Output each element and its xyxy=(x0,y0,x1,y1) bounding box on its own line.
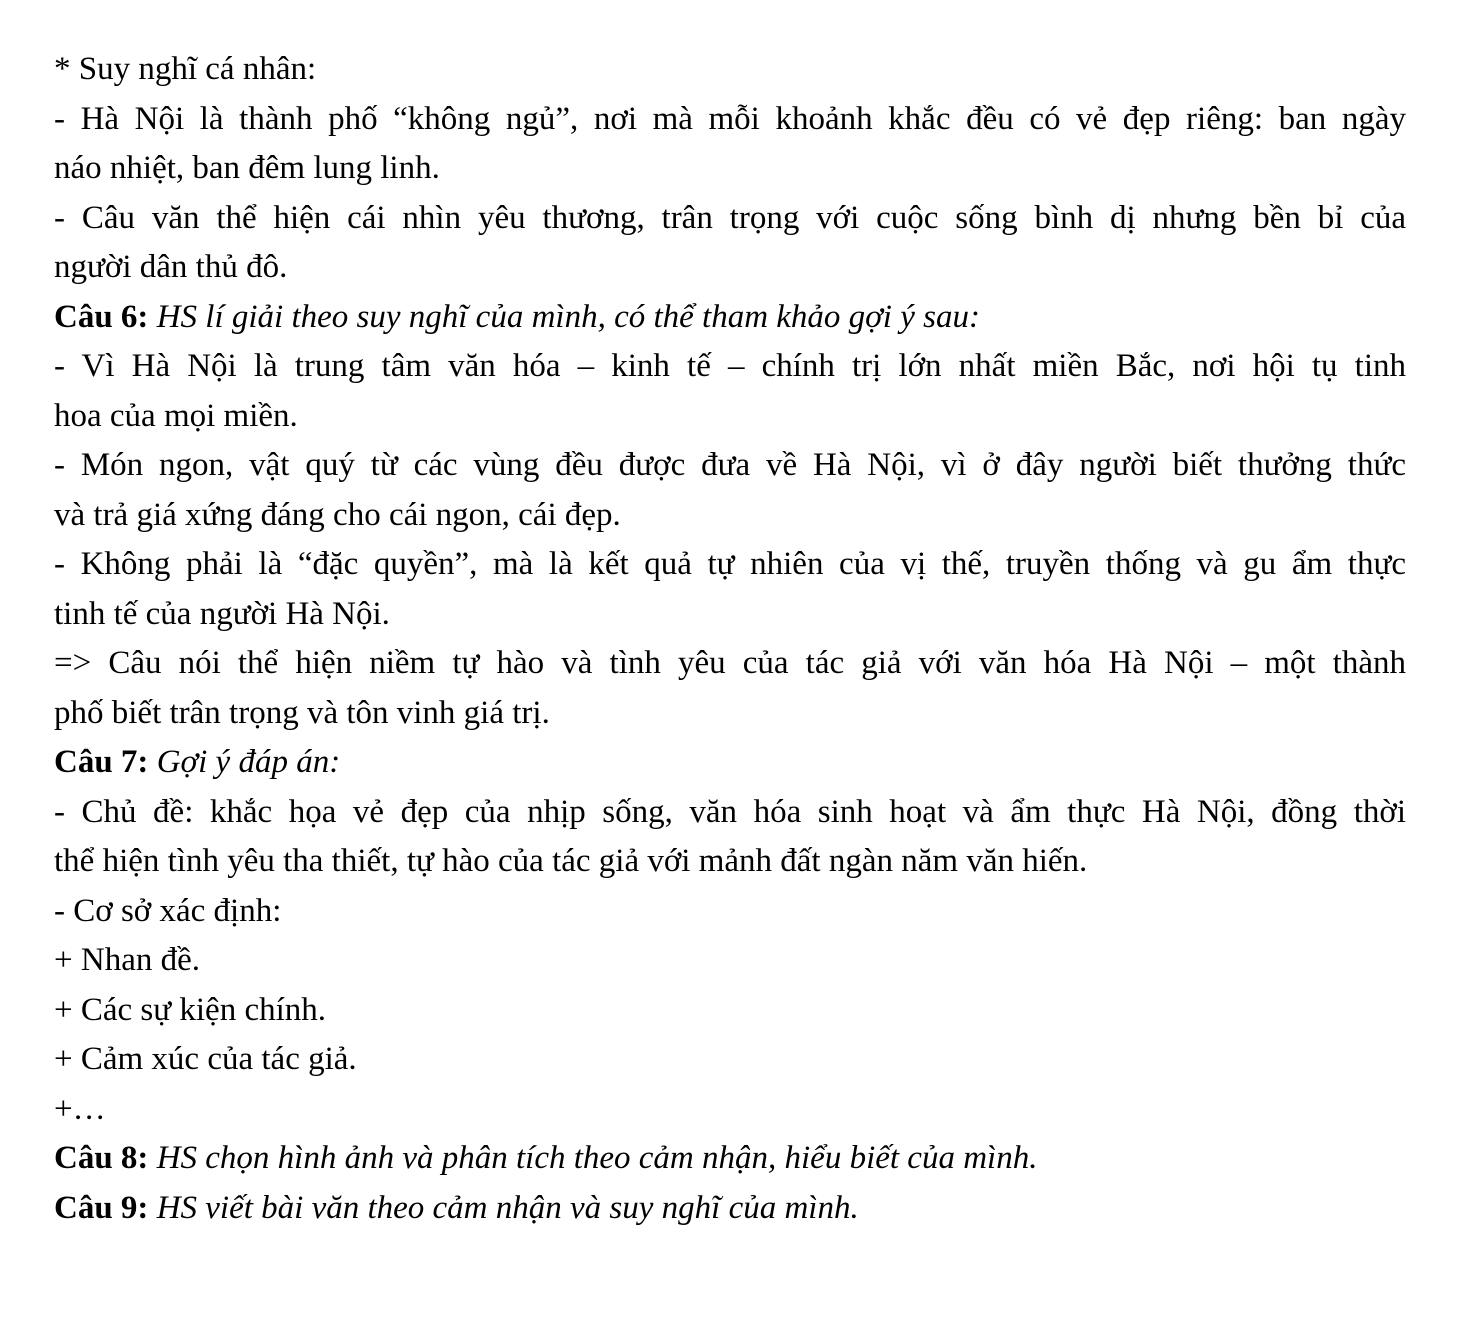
text-line: + Các sự kiện chính. xyxy=(54,991,327,1028)
text-line: và trả giá xứng đáng cho cái ngon, cái đẹp. xyxy=(54,496,621,533)
text-line: + Nhan đề. xyxy=(54,942,200,978)
question-instruction: HS chọn hình ảnh và phân tích theo cảm nhận, hiểu biết của mình. xyxy=(156,1140,1038,1176)
question-heading xyxy=(54,1184,1406,1234)
text-line: +… xyxy=(54,1090,106,1127)
text-line: * Suy nghĩ cá nhân: xyxy=(54,51,317,87)
text-line: tinh tế của người Hà Nội. xyxy=(54,595,390,632)
text-line: hoa của mọi miền. xyxy=(54,397,298,434)
question-heading xyxy=(54,738,1406,788)
document-body xyxy=(54,45,1406,1233)
text-line: + Cảm xúc của tác giả. xyxy=(54,1041,357,1077)
question-instruction: Gợi ý đáp án: xyxy=(156,744,341,780)
question-label: Câu 7: xyxy=(54,744,149,780)
question-label: Câu 8: xyxy=(54,1140,149,1176)
text-line: - Hà Nội là thành phố “không ngủ”, nơi mà mỗi khoảnh khắc đều có vẻ đẹp riêng: ban ngày xyxy=(54,100,1406,137)
question-instruction: HS viết bài văn theo cảm nhận và suy nghĩ của mình. xyxy=(156,1189,859,1226)
text-line: - Cơ sở xác định: xyxy=(54,892,282,929)
text-line: - Vì Hà Nội là trung tâm văn hóa – kinh tế – chính trị lớn nhất miền Bắc, nơi hội tụ tinh xyxy=(54,348,1406,384)
text-line: người dân thủ đô. xyxy=(54,249,288,285)
question-label: Câu 6: xyxy=(54,298,149,335)
question-label: Câu 9: xyxy=(54,1189,149,1226)
text-line: => Câu nói thể hiện niềm tự hào và tình yêu của tác giả với văn hóa Hà Nội – một thành xyxy=(54,645,1406,681)
question-instruction: HS lí giải theo suy nghĩ của mình, có thể tham khảo gợi ý sau: xyxy=(156,298,980,335)
question-heading xyxy=(54,1134,1406,1184)
text-line: - Món ngon, vật quý từ các vùng đều được đưa về Hà Nội, vì ở đây người biết thưởng thức xyxy=(54,447,1406,483)
text-line: phố biết trân trọng và tôn vinh giá trị. xyxy=(54,694,550,731)
text-line: thể hiện tình yêu tha thiết, tự hào của tác giả với mảnh đất ngàn năm văn hiến. xyxy=(54,843,1088,879)
text-line: - Chủ đề: khắc họa vẻ đẹp của nhịp sống, văn hóa sinh hoạt và ẩm thực Hà Nội, đồng thời xyxy=(54,793,1406,830)
text-line: náo nhiệt, ban đêm lung linh. xyxy=(54,150,440,186)
text-line: - Câu văn thể hiện cái nhìn yêu thương, trân trọng với cuộc sống bình dị nhưng bền bỉ của xyxy=(54,199,1406,236)
text-line: - Không phải là “đặc quyền”, mà là kết quả tự nhiên của vị thế, truyền thống và gu ẩm thực xyxy=(54,546,1406,582)
question-heading xyxy=(54,293,1406,343)
